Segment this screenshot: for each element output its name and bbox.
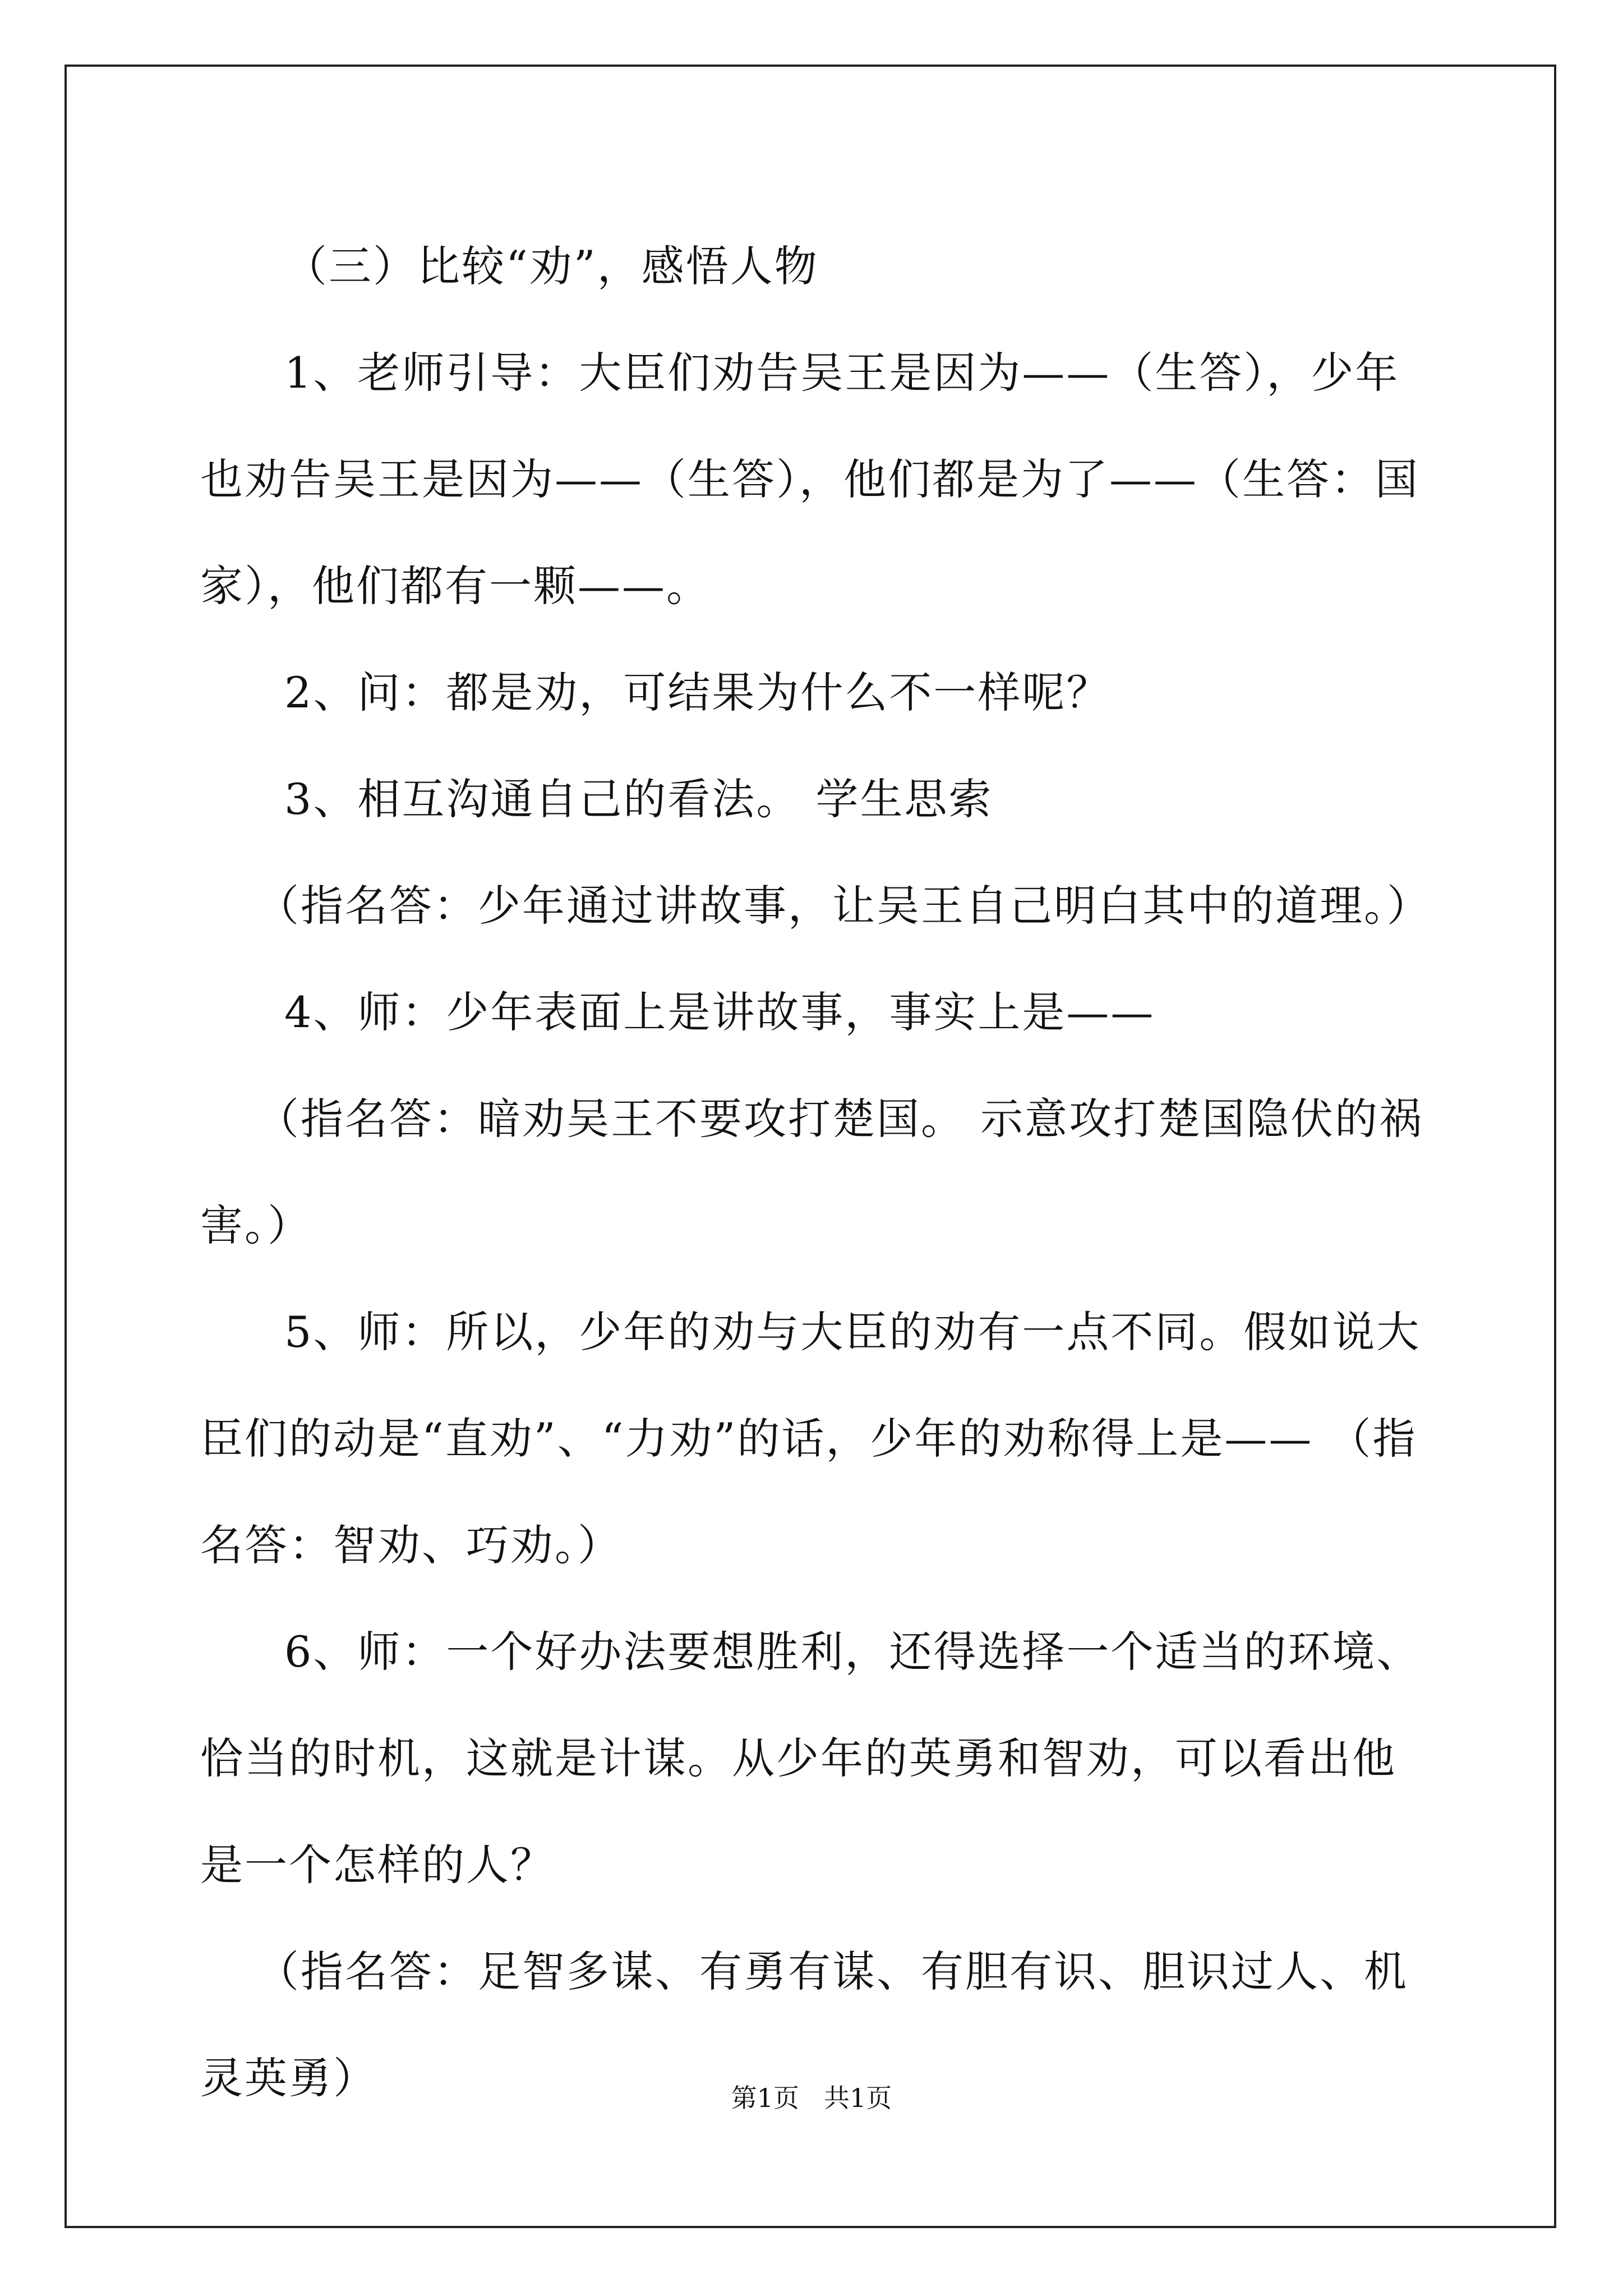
paragraph-teacher-guide: 1、老师引导：大臣们劝告吴王是因为——（生答），少年也劝告吴王是因为——（生答），他们都是为了——（生答：国家），他们都有一颗——。 xyxy=(200,348,1419,611)
paragraph-teacher-strategy: 6、师：一个好办法要想胜利，还得选择一个适当的环境、恰当的时机，这就是计谋。从少年的英勇和智劝，可以看出他是一个怎样的人？ xyxy=(200,1627,1421,1890)
paragraph-question: 2、问：都是劝，可结果为什么不一样呢？ xyxy=(284,668,1111,717)
section-heading: （三）比较“劝”，感悟人物 xyxy=(284,241,819,291)
page-footer xyxy=(0,2081,1623,2115)
page-number: 第1页 xyxy=(731,2083,800,2113)
paragraph-answer-traits: （指名答：足智多谋、有勇有谋、有胆有识、胆识过人、机灵英勇） xyxy=(200,1947,1408,2103)
paragraph-answer-hint: （指名答：暗劝吴王不要攻打楚国。 示意攻打楚国隐伏的祸害。） xyxy=(200,1094,1424,1250)
paragraph-exchange-views: 3、相互沟通自己的看法。 学生思索 xyxy=(284,774,993,824)
page-total: 共1页 xyxy=(823,2083,892,2113)
document-body xyxy=(200,213,1431,2132)
paragraph-teacher-compare: 5、师：所以，少年的劝与大臣的劝有一点不同。假如说大臣们的动是“直劝”、“力劝”的话，少年的劝称得上是—— （指名答：智劝、巧劝。） xyxy=(200,1307,1421,1570)
paragraph-teacher-story: 4、师：少年表面上是讲故事，事实上是—— xyxy=(284,987,1155,1037)
paragraph-answer-story: （指名答：少年通过讲故事，让吴王自己明白其中的道理。） xyxy=(256,881,1431,931)
